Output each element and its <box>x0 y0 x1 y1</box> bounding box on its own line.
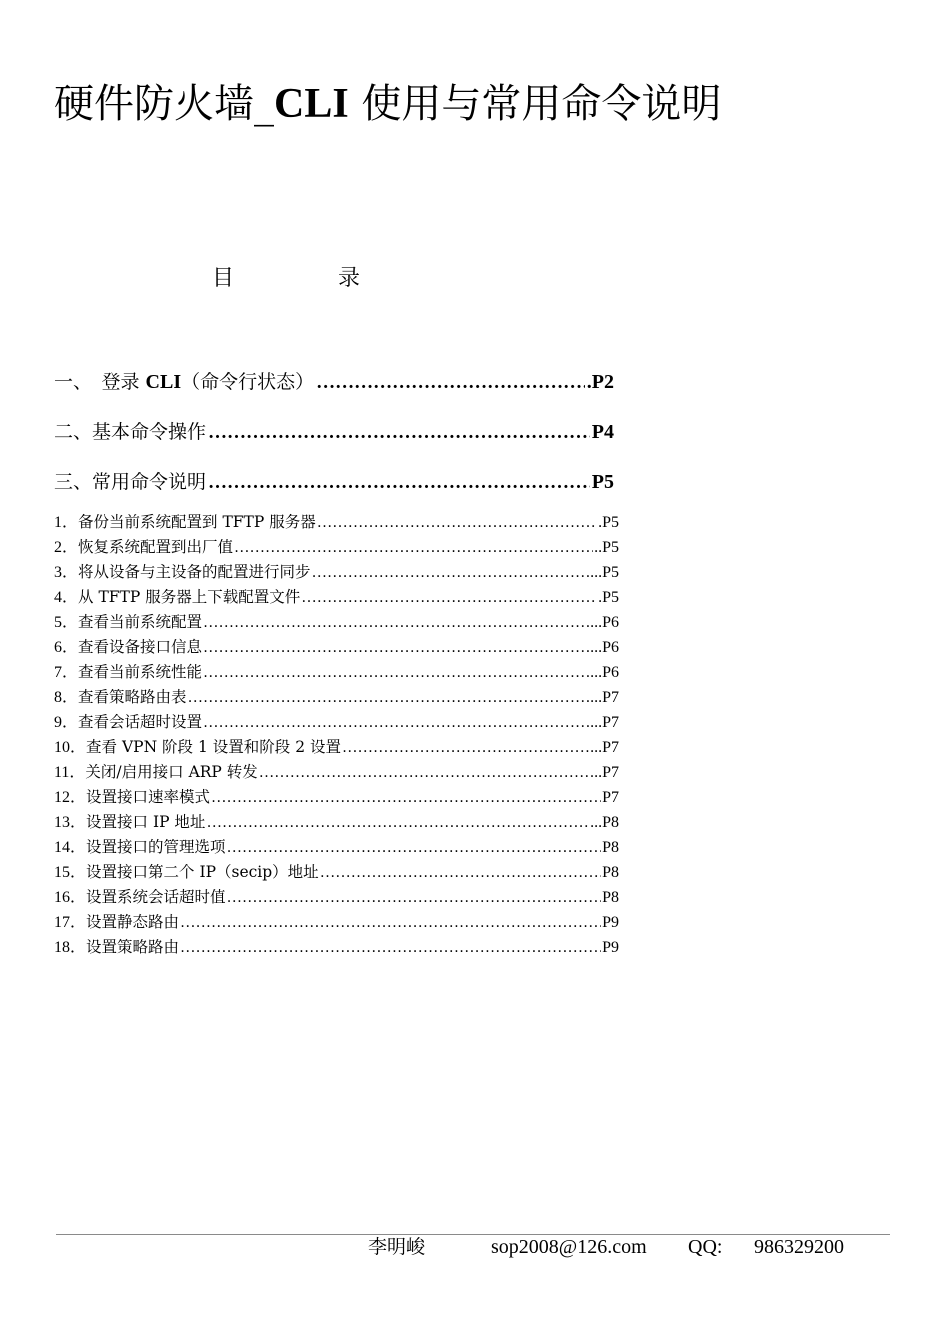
toc-leader-dots <box>342 735 589 760</box>
toc-minor-page: ...P6 <box>590 614 619 631</box>
toc-major-entry[interactable] <box>54 468 614 497</box>
toc-minor-entry[interactable] <box>54 660 619 685</box>
toc-leader-dots <box>206 810 589 835</box>
toc-minor-page: P8 <box>602 864 619 881</box>
toc-minor-number: 11． <box>54 764 86 781</box>
toc-leader-dots <box>227 885 602 910</box>
toc-minor-page: ...P5 <box>590 564 619 581</box>
toc-major-label: 二、基本命令操作 <box>54 421 207 443</box>
toc-minor-text: 设置静态路由 <box>86 913 180 931</box>
title-suffix: 使用与常用命令说明 <box>348 81 722 127</box>
toc-leader-dots <box>211 785 601 810</box>
toc-leader-dots <box>180 910 601 935</box>
toc-leader-dots <box>320 860 601 885</box>
toc-minor-number: 8． <box>54 689 79 706</box>
toc-minor-number: 2． <box>54 539 79 556</box>
toc-minor-text: 设置接口的管理选项 <box>86 838 226 856</box>
toc-minor-number: 5． <box>54 614 79 631</box>
toc-minor-text: 从 TFTP 服务器上下载配置文件 <box>78 588 301 606</box>
toc-minor-entry[interactable] <box>54 785 619 810</box>
toc-minor-page: ..P7 <box>594 764 619 781</box>
toc-major-entry[interactable] <box>54 368 614 397</box>
toc-minor-number: 4． <box>54 589 79 606</box>
toc-minor-page: P7 <box>602 789 619 806</box>
toc-minor-page: P8 <box>602 839 619 856</box>
toc-minor-page: P9 <box>602 914 619 931</box>
toc-minor-page: ...P6 <box>590 664 619 681</box>
toc-minor-entry[interactable] <box>54 735 619 760</box>
toc-minor-number: 12． <box>54 789 87 806</box>
toc-minor-number: 13． <box>54 814 87 831</box>
toc-minor-text: 查看当前系统性能 <box>78 663 203 681</box>
toc-minor-page: P9 <box>602 939 619 956</box>
toc-minor-page: ...P8 <box>590 814 619 831</box>
toc-minor-entry[interactable] <box>54 760 619 785</box>
toc-minor-number: 3． <box>54 564 79 581</box>
toc-leader-dots <box>188 685 590 710</box>
toc-minor-text: 关闭/启用接口 ARP 转发 <box>85 763 258 781</box>
toc-leader-dots <box>312 560 590 585</box>
toc-minor-text: 设置系统会话超时值 <box>86 888 226 906</box>
toc-leader-dots <box>180 935 601 960</box>
toc-leader-dots <box>317 510 597 535</box>
toc-leader-dots <box>259 760 593 785</box>
toc-minor-entry[interactable] <box>54 910 619 935</box>
toc-minor-number: 1． <box>54 514 79 531</box>
toc-major-page: P4 <box>591 421 614 443</box>
toc-minor-text: 备份当前系统配置到 TFTP 服务器 <box>78 513 316 531</box>
toc-minor-number: 15． <box>54 864 87 881</box>
toc-minor-text: 将从设备与主设备的配置进行同步 <box>78 563 311 581</box>
toc-minor-page: .P5 <box>598 514 619 531</box>
document-title <box>54 78 721 130</box>
footer-email: sop2008@126.com <box>491 1236 647 1258</box>
toc-minor-page: ...P6 <box>590 639 619 656</box>
toc-minor-text: 设置接口第二个 IP（secip）地址 <box>86 863 319 881</box>
toc-leader-dots <box>316 369 585 397</box>
toc-minor-text: 设置策略路由 <box>86 938 180 956</box>
toc-leader-dots <box>203 635 589 660</box>
toc-heading-right: 录 <box>338 266 361 291</box>
toc-minor-text: 设置接口 IP 地址 <box>86 813 206 831</box>
toc-minor-number: 16． <box>54 889 87 906</box>
toc-leader-dots <box>301 585 597 610</box>
toc-major-page: .P2 <box>586 371 614 393</box>
toc-minor-text: 查看策略路由表 <box>78 688 187 706</box>
title-prefix: 硬件防火墙_ <box>54 81 274 127</box>
toc-leader-dots <box>203 610 589 635</box>
toc-minor-entry[interactable] <box>54 585 619 610</box>
toc-major-label: 三、常用命令说明 <box>54 471 207 493</box>
toc-minor-entry[interactable] <box>54 635 619 660</box>
toc-minor-entry[interactable] <box>54 560 619 585</box>
toc-minor-number: 9． <box>54 714 79 731</box>
toc-minor-page: P8 <box>602 889 619 906</box>
toc-minor-entry[interactable] <box>54 885 619 910</box>
toc-heading-left: 目 <box>212 266 235 291</box>
toc-minor-entry[interactable] <box>54 510 619 535</box>
toc-minor-entry[interactable] <box>54 610 619 635</box>
page-footer <box>0 1232 950 1262</box>
toc-minor-text: 查看会话超时设置 <box>78 713 203 731</box>
toc-minor-text: 设置接口速率模式 <box>86 788 211 806</box>
footer-qq-number: 986329200 <box>754 1236 844 1258</box>
toc-leader-dots <box>203 660 589 685</box>
toc-major-page: P5 <box>591 471 614 493</box>
toc-leader-dots <box>208 469 590 497</box>
toc-minor-page: ..P5 <box>594 539 619 556</box>
toc-minor-number: 10． <box>54 739 87 756</box>
toc-minor-number: 14． <box>54 839 87 856</box>
toc-leader-dots <box>208 419 590 447</box>
toc-minor-number: 17． <box>54 914 87 931</box>
toc-major-entry[interactable] <box>54 418 614 447</box>
toc-minor-text: 恢复系统配置到出厂值 <box>78 538 234 556</box>
toc-leader-dots <box>227 835 602 860</box>
toc-minor-number: 7． <box>54 664 79 681</box>
title-cli: CLI <box>274 81 349 127</box>
toc-minor-text: 查看当前系统配置 <box>78 613 203 631</box>
toc-minor-text: 查看 VPN 阶段 1 设置和阶段 2 设置 <box>86 738 341 756</box>
toc-minor-page: ...P7 <box>590 714 619 731</box>
toc-leader-dots <box>203 710 589 735</box>
footer-qq-label: QQ: <box>688 1236 723 1258</box>
toc-minor-number: 18． <box>54 939 87 956</box>
toc-minor-entry[interactable] <box>54 535 619 560</box>
toc-minor-entry[interactable] <box>54 835 619 860</box>
toc-minor-entry[interactable] <box>54 810 619 835</box>
toc-minor-page: .P5 <box>598 589 619 606</box>
toc-leader-dots <box>234 535 593 560</box>
toc-major-label: 一、 登录 CLI（命令行状态） <box>54 371 315 393</box>
toc-minor-entry[interactable] <box>54 710 619 735</box>
toc-minor-number: 6． <box>54 639 79 656</box>
toc-minor-text: 查看设备接口信息 <box>78 638 203 656</box>
toc-minor-entry[interactable] <box>54 860 619 885</box>
toc-minor-entry[interactable] <box>54 685 619 710</box>
toc-minor-entry[interactable] <box>54 935 619 960</box>
toc-minor-page: ...P7 <box>590 739 619 756</box>
toc-minor-list <box>54 510 619 960</box>
toc-minor-page: ...P7 <box>590 689 619 706</box>
footer-author: 李明峻 <box>368 1236 426 1258</box>
